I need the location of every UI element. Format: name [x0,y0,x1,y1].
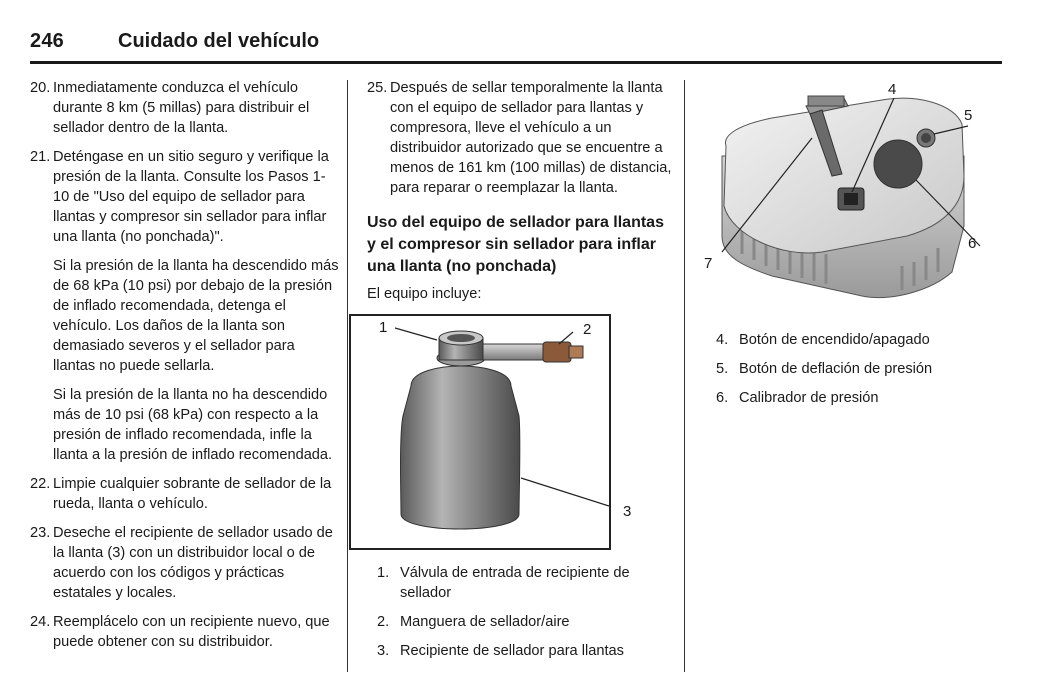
step-25 [367,78,672,198]
legend-item [716,330,1006,350]
legend-item [377,641,672,661]
step-number: 23. [30,525,51,541]
step-number: 21. [30,149,51,165]
step-text: Deseche el recipiente de sellador usado de la llanta (3) con un distribuidor local o de acuerdo con los códigos y prácticas estatales y locales. [53,525,333,601]
step-23 [30,523,340,603]
callout-7: 7 [704,255,713,272]
step-text: Después de sellar temporalmente la llanta con el equipo de sellador para llantas y compresora, lleve el vehículo a un distribuidor autorizado que se encuentre a menos de 161 km (100 millas) de distancia, para reparar o reemplazar la llanta. [390,80,672,196]
callout-1: 1 [379,319,388,336]
header-rule [30,61,1002,64]
step-number: 25. [367,80,388,96]
legend-text: Recipiente de sellador para llantas [400,643,624,659]
legend-item [377,612,672,632]
step-number: 22. [30,476,51,492]
legend-text: Válvula de entrada de recipiente de sellador [400,565,630,601]
sub-paragraph-inflate: Si la presión de la llanta no ha descendido más de 10 psi (68 kPa) con respecto a la presión de inflado recomendada, infle la llanta a la presión de inflado recomendada. [53,387,333,463]
page-title: Cuidado del vehículo [118,30,320,52]
legend-item [716,359,1006,379]
step-20 [30,78,340,138]
figure-legend [367,563,672,661]
step-number: 24. [30,614,51,630]
step-text: Limpie cualquier sobrante de sellador de la rueda, llanta o vehículo. [53,476,332,512]
step-24 [30,612,340,652]
legend-number: 1. [377,565,390,581]
legend-item [716,388,1006,408]
legend-text: Manguera de sellador/aire [400,614,570,630]
legend-number: 3. [377,643,390,659]
legend-number: 6. [716,390,729,406]
step-number: 20. [30,80,51,96]
legend-text: Botón de deflación de presión [739,361,933,377]
legend-text: Calibrador de presión [739,390,879,406]
column-divider [347,80,348,672]
sealant-canister-figure [349,314,632,550]
compressor-figure [702,76,1002,316]
middle-column [367,78,672,670]
page-number: 246 [30,30,64,52]
legend-item [377,563,672,603]
callout-3: 3 [623,503,632,520]
callout-5: 5 [964,107,973,124]
step-text: Reemplácelo con un recipiente nuevo, que puede obtener con su distribuidor. [53,614,330,650]
intro-text: El equipo incluye: [367,286,482,302]
legend-number: 2. [377,614,390,630]
left-column [30,78,340,661]
right-column [704,78,1006,417]
callout-4: 4 [888,81,897,98]
step-21 [30,147,340,247]
legend-number: 4. [716,332,729,348]
sub-paragraph-severe-damage: Si la presión de la llanta ha descendido más de 68 kPa (10 psi) por debajo de la presión de inflado recomendada, detenga el vehículo. Los daños de la llanta son demasiado severos y el sellador para llantas no puede sellarla. [53,258,339,374]
legend-text: Botón de encendido/apagado [739,332,930,348]
callout-2: 2 [583,321,592,338]
compressor-illustration [702,76,1002,316]
column-divider [684,80,685,672]
step-text: Inmediatamente conduzca el vehículo durante 8 km (5 millas) para distribuir el sellador dentro de la llanta. [53,80,310,136]
sealant-canister-illustration [351,316,609,548]
page-header [30,26,1002,62]
step-22 [30,474,340,514]
compressor-legend [716,330,1006,408]
legend-number: 5. [716,361,729,377]
section-heading: Uso del equipo de sellador para llantas y el compresor sin sellador para inflar una llanta (no ponchada) [367,214,664,275]
step-text: Deténgase en un sitio seguro y verifique la presión de la llanta. Consulte los Pasos 1-10 de "Uso del equipo de sellador para llantas y compresor sin sellador para inflar una llanta (no ponchada)". [53,149,329,245]
callout-6: 6 [968,235,977,252]
